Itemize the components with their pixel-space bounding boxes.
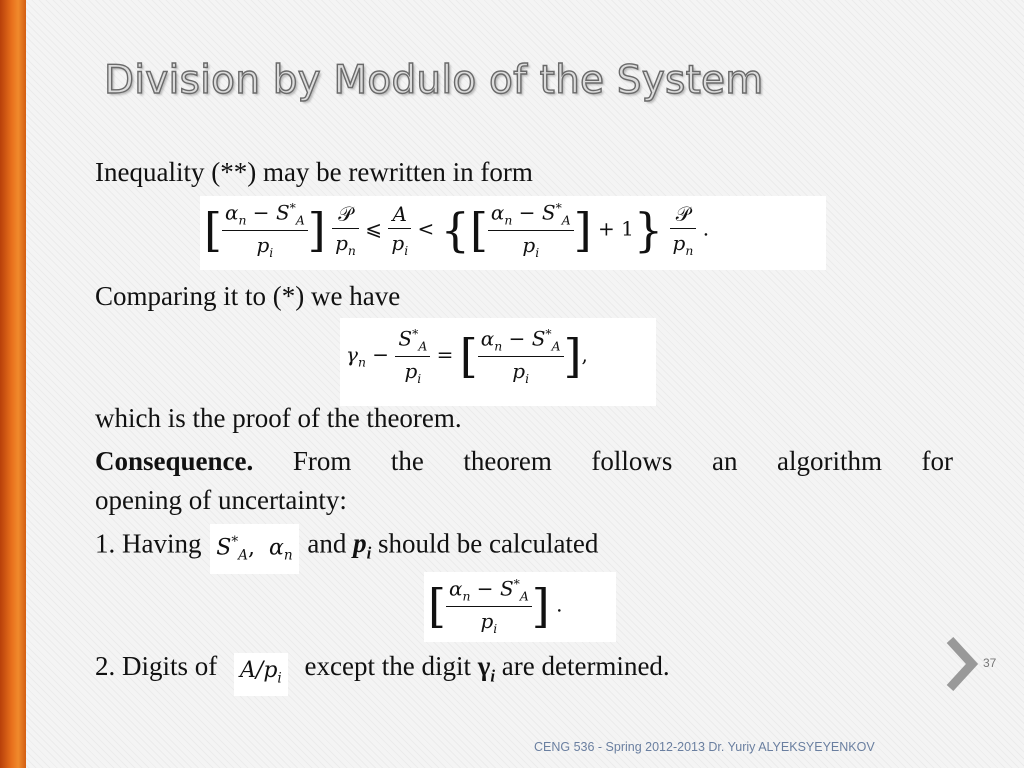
footer-text: CENG 536 - Spring 2012-2013 Dr. Yuriy ALYEKSYEYENKOV	[534, 740, 875, 754]
text-line-inequality: Inequality (**) may be rewritten in form	[95, 157, 533, 187]
step-2-suffix: are determined.	[501, 651, 670, 681]
slide-title: Division by Modulo of the System	[104, 58, 764, 103]
leq-sign: ⩽	[358, 216, 389, 241]
bracket-open: [	[204, 202, 222, 257]
fraction-alpha-minus-s: $\frac{\alpha_n - S^*_A}{p_i}$	[222, 200, 308, 260]
formula-gamma: $\gamma_n$ − $\frac{S^*_A}{p_i}$ = [ $\frac{\alpha_n - S^*_A}{p_i}$ ],	[340, 318, 656, 406]
step-1-prefix: 1. Having	[95, 528, 202, 559]
formula-inequality: [ $\frac{\alpha_n - S^*_A}{p_i}$ ] $\frac{\text{𝒫}}{p_n}$ ⩽ $\frac{A}{p_i}$ < {[ $\frac{\alpha_n - S^*_A}{p_i}$ ] + 1} $\frac{\text{𝒫}}{p_n}$ .	[200, 196, 826, 270]
inline-math-s-alpha: $S^*_A$, $\alpha_n$	[210, 524, 298, 574]
text-line-comparing: Comparing it to (*) we have	[95, 281, 401, 311]
formula-bracket: [ $\frac{\alpha_n - S^*_A}{p_i}$ ] .	[424, 572, 616, 642]
accent-bar	[0, 0, 26, 768]
step-1: 1. Having $S^*_A$, $\alpha_n$ and $p_i$ should be calculated	[95, 524, 598, 574]
consequence-text-1: From the theorem follows an algorithm for	[292, 446, 953, 476]
fraction-alpha-minus-s-4: $\frac{\alpha_n - S^*_A}{p_i}$	[446, 576, 532, 636]
fraction-P-over-pn-2: $\frac{\text{𝒫}}{p_n}$	[670, 202, 697, 258]
fraction-A-over-pi: $\frac{A}{p_i}$	[388, 202, 411, 258]
page-number: 37	[983, 656, 997, 670]
step-2: 2. Digits of $A/p_i$ except the digit $\gamma_i$ are determined.	[95, 648, 670, 696]
step-2-gamma: γ	[477, 651, 491, 681]
consequence-label: Consequence.	[95, 446, 254, 476]
fraction-alpha-minus-s-3: $\frac{\alpha_n - S^*_A}{p_i}$	[478, 326, 564, 386]
fraction-P-over-pn: $\frac{\text{𝒫}}{p_n}$	[332, 202, 359, 258]
fraction-alpha-minus-s-2: $\frac{\alpha_n - S^*_A}{p_i}$	[488, 200, 574, 260]
consequence-paragraph	[95, 442, 953, 520]
step-1-p: p	[353, 528, 367, 559]
chevron-right-icon[interactable]	[940, 636, 980, 692]
step-2-prefix: 2. Digits of	[95, 651, 218, 681]
step-1-and: and	[307, 528, 347, 559]
lt-sign: <	[411, 216, 441, 241]
text-line-proof: which is the proof of the theorem.	[95, 403, 462, 433]
inline-math-a-over-p: $A/p_i$	[234, 653, 288, 696]
bracket-close: ]	[307, 202, 326, 257]
consequence-text-2: opening of uncertainty:	[95, 485, 347, 515]
step-2-mid: except the digit	[304, 651, 471, 681]
step-1-suffix: should be calculated	[378, 528, 599, 559]
fraction-s-over-p: $\frac{S^*_A}{p_i}$	[395, 326, 430, 386]
